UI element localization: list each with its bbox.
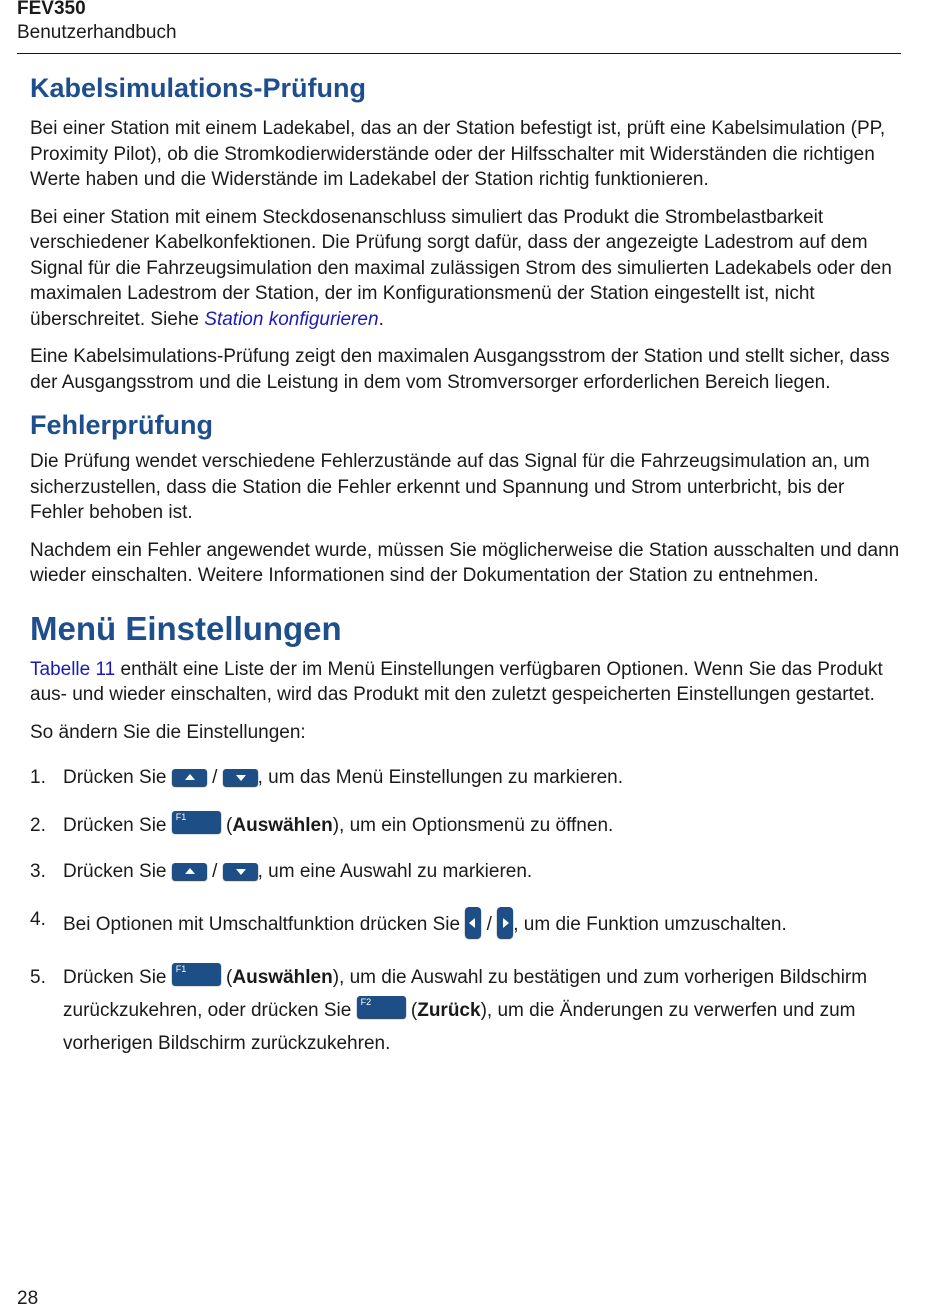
- paragraph: Nachdem ein Fehler angewendet wurde, müssen Sie möglicherweise die Station ausschalten und dann wieder einschalten. Weitere Informationen sind der Dokumentation der Station zu entnehmen.: [30, 539, 900, 586]
- step-text: Drücken Sie: [63, 966, 167, 988]
- right-arrow-key-icon: [497, 907, 513, 938]
- section-heading-settings-menu: Menü Einstellungen: [30, 609, 342, 647]
- list-item: 2. Drücken Sie F1 (Auswählen), um ein Optionsmenü zu öffnen.: [30, 813, 902, 839]
- paragraph: Eine Kabelsimulations-Prüfung zeigt den maximalen Ausgangsstrom der Station und stellt sicher, dass der Ausgangsstrom und die Leistung in dem vom Stromversorger erforderlichen Bereich liegen.: [30, 346, 890, 393]
- step-number: 2.: [30, 814, 46, 836]
- page-content: [30, 70, 902, 1060]
- down-arrow-key-icon: [223, 863, 258, 880]
- paragraph: [30, 205, 902, 333]
- step-text: Drücken Sie: [63, 861, 167, 882]
- paragraph: Die Prüfung wendet verschiedene Fehlerzustände auf das Signal für die Fahrzeugsimulation an, um sicherzustellen, dass die Station die Fehler erkennt und Spannung und Strom unterbricht, bis der Fehler behoben ist.: [30, 451, 870, 523]
- paragraph: Bei einer Station mit einem Ladekabel, das an der Station befestigt ist, prüft eine Kabelsimulation (PP, Proximity Pilot), ob die Stromkodierwiderstände oder der Hilfsschalter mit Widerständen die richtigen Werte haben und die Widerstände im Ladekabel der Station richtig funktionieren.: [30, 118, 886, 190]
- paragraph-text: Bei einer Station mit einem Steckdosenanschluss simuliert das Produkt die Strombelastbarkeit verschiedener Kabelkonfektionen. Die Prüfung sorgt dafür, dass der angezeigte Ladestrom auf dem Signal für die Fahrzeugsimulation den maximal zulässigen Strom des simulierten Ladekabels oder den maximalen Ladestrom der Station, der im Konfigurationsmenü der Station eingestellt ist, nicht überschreitet. Siehe: [30, 206, 892, 330]
- step-bold: Auswählen: [232, 814, 333, 836]
- step-text: , um das Menü Einstellungen zu markieren.: [257, 767, 624, 788]
- up-arrow-key-icon: [172, 769, 207, 786]
- step-number: 1.: [30, 767, 46, 788]
- table-11-link[interactable]: Tabelle 11: [30, 658, 116, 680]
- f1-key-label: F1: [175, 963, 187, 974]
- manual-title: Benutzerhandbuch: [17, 22, 177, 43]
- step-text: , um eine Auswahl zu markieren.: [257, 861, 533, 882]
- page-number: 28: [17, 1288, 39, 1309]
- step-text: Drücken Sie: [63, 767, 167, 788]
- list-item: 5. Drücken Sie F1 (Auswählen), um die Auswahl zu bestätigen und zum vorherigen Bildschirm zurückzukehren, oder drücken Sie F2 (Zurück), um die Änderungen zu verwerfen und zum vorherigen Bildschirm zurückzukehren.: [30, 961, 902, 1060]
- paragraph-text: enthält eine Liste der im Menü Einstellungen verfügbaren Optionen. Wenn Sie das Produkt aus- und wieder einschalten, wird das Produkt mit den zuletzt gespeicherten Einstellungen gestartet.: [30, 658, 883, 705]
- step-text: ), um die Auswahl zu bestätigen und zum vorherigen Bildschirm zurückzukehren, oder drücken Sie: [63, 966, 868, 1021]
- product-name: FEV350: [17, 0, 86, 19]
- section-heading-fault-test: Fehlerprüfung: [30, 410, 213, 440]
- f1-key-icon: [172, 811, 221, 833]
- steps-list: [30, 765, 902, 1060]
- step-text: , um die Funktion umzuschalten.: [513, 913, 787, 935]
- paragraph: So ändern Sie die Einstellungen:: [30, 721, 306, 743]
- f2-key-icon: [357, 996, 406, 1018]
- f1-key-label: F1: [175, 811, 187, 822]
- step-separator: /: [212, 861, 218, 882]
- step-text: ), um ein Optionsmenü zu öffnen.: [332, 814, 614, 836]
- step-number: 5.: [30, 966, 46, 988]
- station-configure-link[interactable]: Station konfigurieren: [204, 308, 379, 330]
- down-arrow-key-icon: [223, 769, 258, 786]
- step-number: 3.: [30, 861, 46, 882]
- step-text: Drücken Sie: [63, 814, 167, 836]
- step-bold: Zurück: [417, 999, 481, 1021]
- paragraph: [30, 657, 902, 708]
- step-text: Bei Optionen mit Umschaltfunktion drücken Sie: [63, 913, 461, 935]
- step-bold: Auswählen: [232, 966, 333, 988]
- step-separator: /: [486, 913, 492, 935]
- list-item: [30, 859, 902, 885]
- left-arrow-key-icon: [465, 907, 481, 938]
- step-separator: /: [212, 767, 218, 788]
- paragraph-end: .: [378, 308, 384, 330]
- section-heading-cable-simulation: Kabelsimulations-Prüfung: [30, 73, 367, 103]
- f1-key-icon: [172, 963, 221, 985]
- list-item: [30, 765, 902, 791]
- step-number: 4.: [30, 908, 46, 930]
- f2-key-label: F2: [360, 996, 372, 1007]
- page-header: [17, 0, 901, 54]
- step-text: ), um die Änderungen zu verwerfen und zum vorherigen Bildschirm zurückzukehren.: [63, 999, 856, 1054]
- list-item: [30, 907, 902, 938]
- up-arrow-key-icon: [172, 863, 207, 880]
